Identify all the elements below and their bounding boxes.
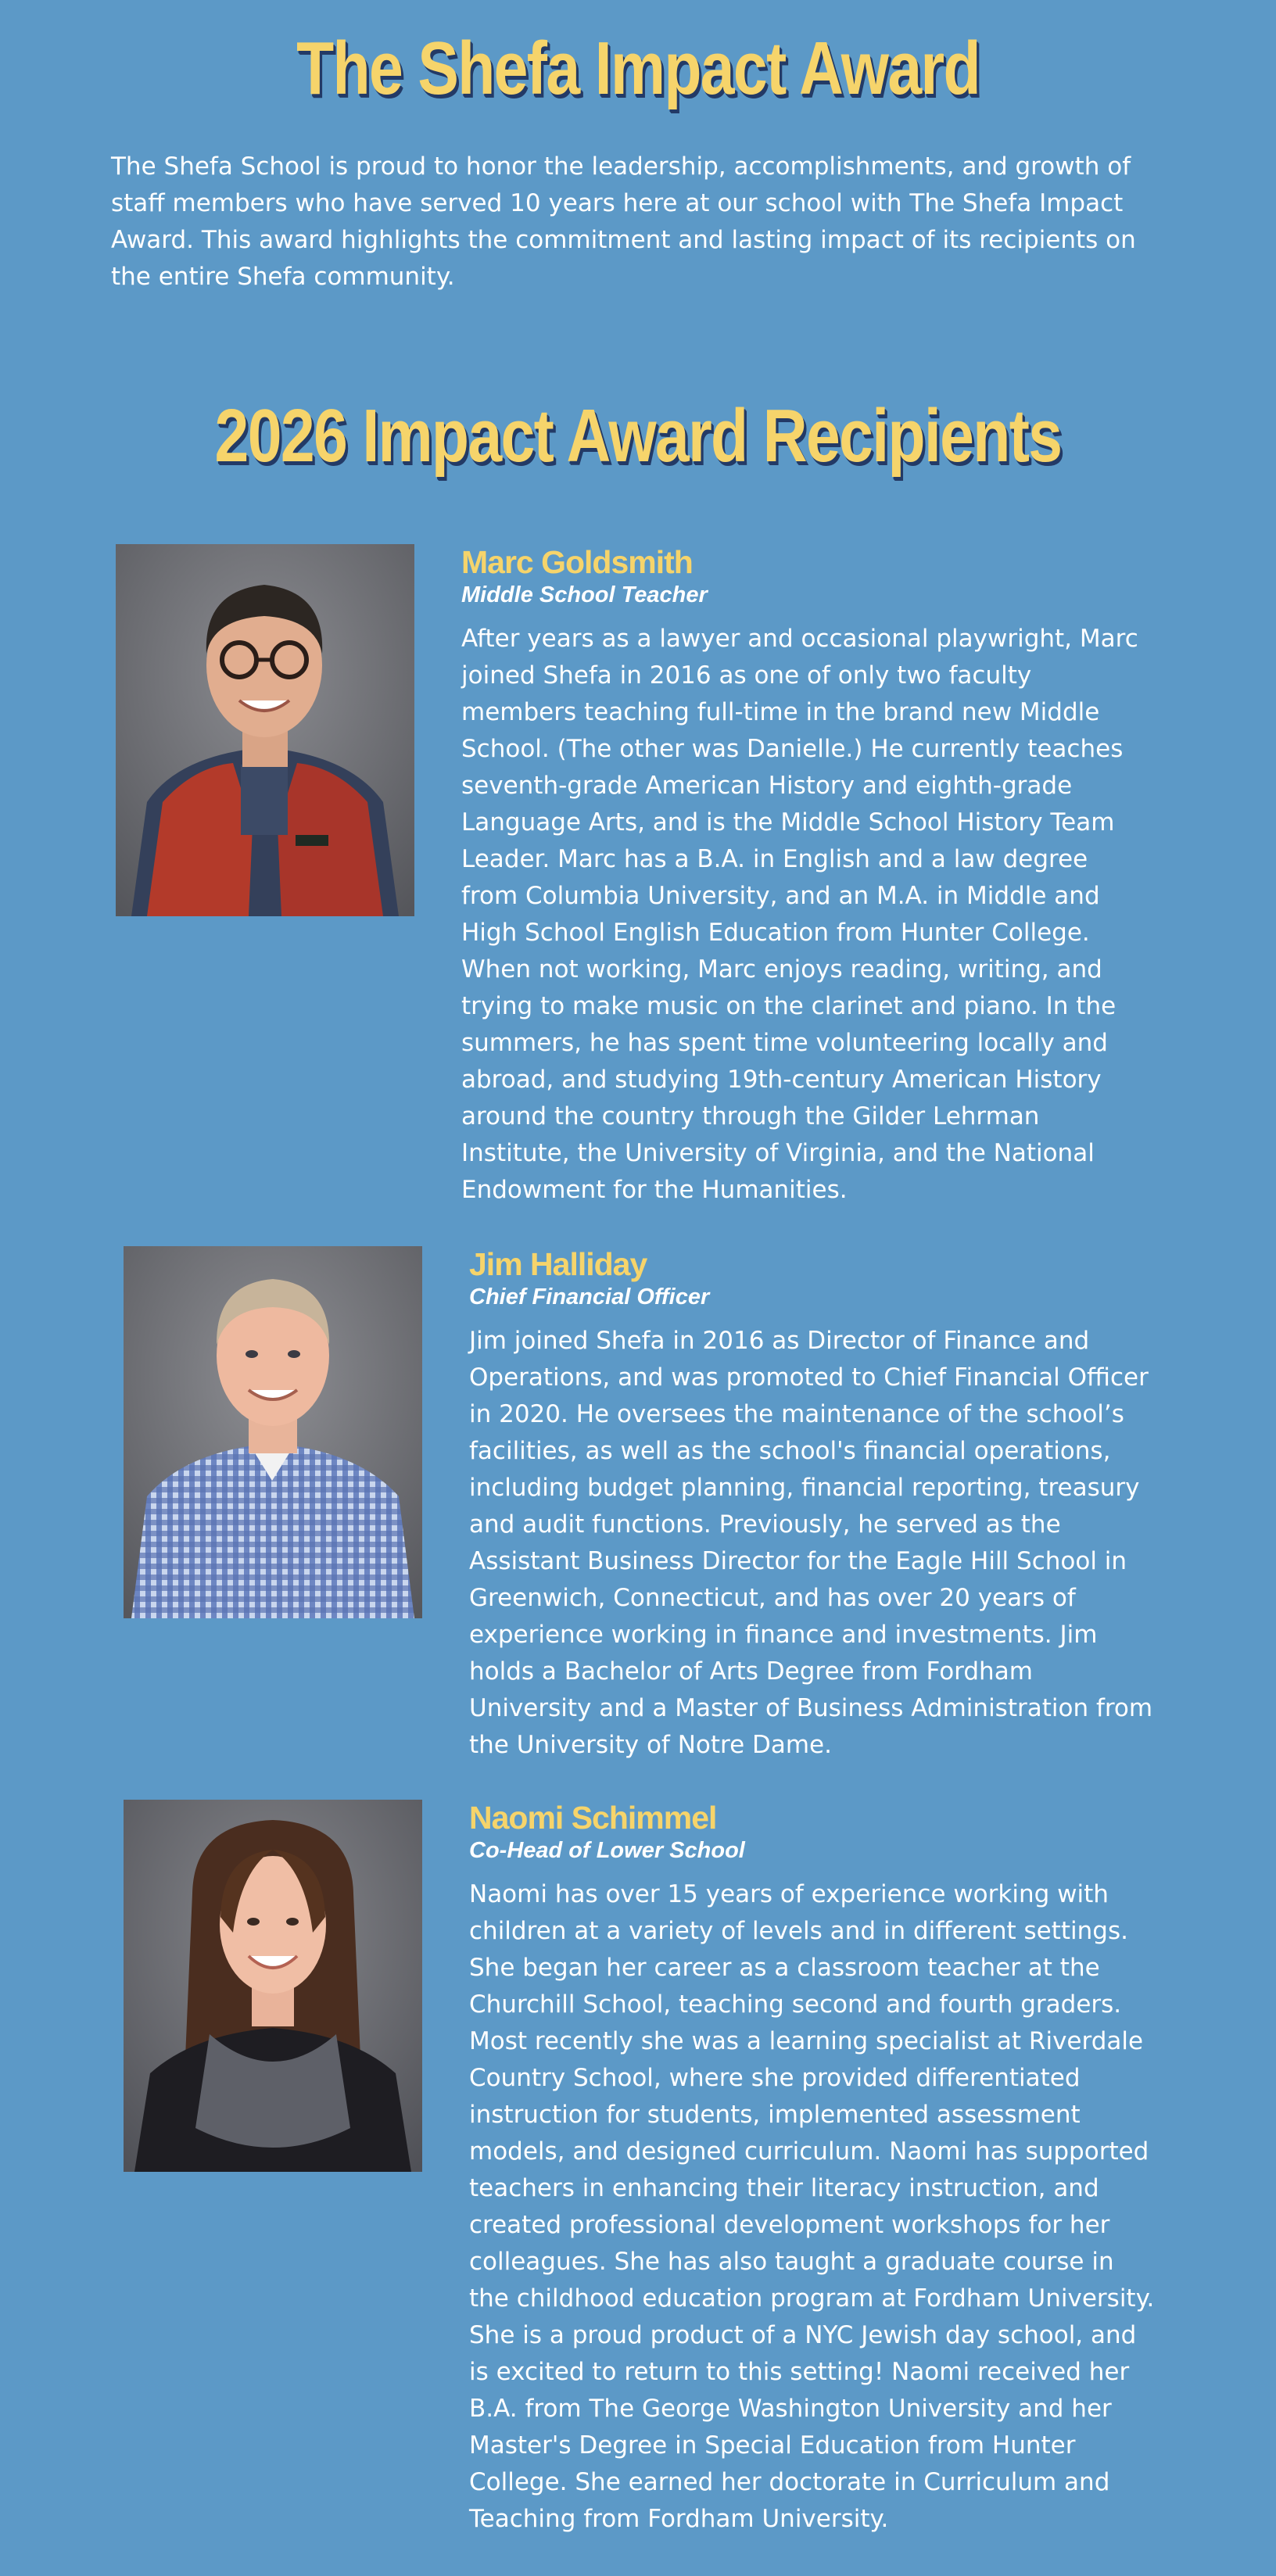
recipient-bio: After years as a lawyer and occasional playwright, Marc joined Shefa in 2016 as one of only two faculty members teaching full-time in the brand new Middle School. (The other was Danielle.) He currently teaches seventh-grade American History and eighth-grade Language Arts, and is the Middle School History Team Leader. Marc has a B.A. in English and a law degree from Columbia University, and an M.A. in Middle and High School English Education from Hunter College. When not working, Marc enjoys reading, writing, and trying to make music on the clarinet and piano. In the summers, he has spent time volunteering locally and abroad, and studying 19th-century American History around the country through the Gilder Lehrman Institute, the University of Virginia, and the National Endowment for the Humanities. <box>461 625 1138 1204</box>
page-title: The Shefa Impact Award <box>296 27 980 110</box>
recipient-role: Middle School Teacher <box>461 582 708 607</box>
recipient-name: Jim Halliday <box>469 1246 647 1282</box>
recipient-role: Co-Head of Lower School <box>469 1838 745 1863</box>
recipient-bio: Jim joined Shefa in 2016 as Director of Finance and Operations, and was promoted to Chief Financial Officer in 2020. He oversees the maintenance of the school’s facilities, as well as the school's financial operations, including budget planning, financial reporting, treasury and audit functions. Previously, he served as the Assistant Business Director for the Eagle Hill School in Greenwich, Connecticut, and has over 20 years of experience working in finance and investments. Jim holds a Bachelor of Arts Degree from Fordham University and a Master of Business Administration from the University of Notre Dame. <box>469 1327 1153 1759</box>
recipient-role: Chief Financial Officer <box>469 1284 710 1309</box>
recipient-name: Naomi Schimmel <box>469 1800 717 1836</box>
intro-paragraph: The Shefa School is proud to honor the leadership, accomplishments, and growth of staff members who have served 10 years here at our school with The Shefa Impact Award. This award highlights the commitment and lasting impact of its recipients on the entire Shefa community. <box>111 152 1136 291</box>
recipient-name: Marc Goldsmith <box>461 544 693 580</box>
portrait-photo-jim-halliday <box>124 1246 422 1618</box>
portrait-photo-naomi-schimmel <box>124 1800 422 2172</box>
recipient-bio: Naomi has over 15 years of experience working with children at a variety of levels and in different settings. She began her career as a classroom teacher at the Churchill School, teaching second and fourth graders. Most recently she was a learning specialist at Riverdale Country School, where she provided differentiated instruction for students, implemented assessment models, and designed curriculum. Naomi has supported teachers in enhancing their literacy instruction, and created professional development workshops for her colleagues. She has also taught a graduate course in the childhood education program at Fordham University. She is a proud product of a NYC Jewish day school, and is excited to return to this setting! Naomi received her B.A. from The George Washington University and her Master's Degree in Special Education from Hunter College. She earned her doctorate in Curriculum and Teaching from Fordham University. <box>469 1880 1155 2533</box>
portrait-photo-marc-goldsmith <box>116 544 414 916</box>
recipients-heading: 2026 Impact Award Recipients <box>214 394 1062 478</box>
